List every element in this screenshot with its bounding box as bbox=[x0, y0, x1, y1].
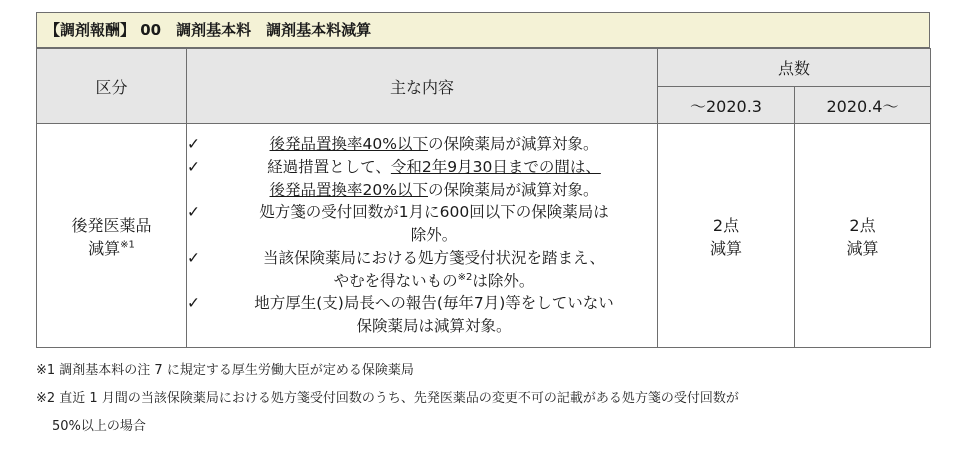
points-after-value: 2点 bbox=[849, 215, 876, 235]
check-icon: ✓ bbox=[187, 294, 200, 313]
points-after-label: 減算 bbox=[846, 238, 879, 258]
section-title: 【調剤報酬】 00 調剤基本料 調剤基本料減算 bbox=[36, 12, 930, 48]
points-before-cell bbox=[658, 124, 795, 348]
header-points: 点数 bbox=[658, 49, 931, 87]
list-item: ✓ 後発品置換率40%以下の保険薬局が減算対象。 bbox=[187, 133, 657, 156]
fee-table bbox=[36, 48, 931, 348]
check-icon: ✓ bbox=[187, 248, 200, 267]
list-item: ✓ 処方箋の受付回数が1月に600回以下の保険薬局は 除外。 bbox=[187, 203, 609, 245]
points-before-label: 減算 bbox=[709, 238, 742, 258]
footnote-2: ※2 直近 1 月間の当該保険薬局における処方箋受付回数のうち、先発医薬品の変更不可の記載がある処方箋の受付回数が bbox=[36, 391, 739, 406]
list-item: ✓ 経過措置として、令和2年9月30日までの間は、 後発品置換率20%以下の保険薬局が減算対象。 bbox=[187, 157, 601, 199]
footnote-1: ※1 調剤基本料の注 7 に規定する厚生労働大臣が定める保険薬局 bbox=[36, 363, 414, 378]
kubun-line2: 減算$^{※1}$ bbox=[88, 238, 135, 258]
footnotes bbox=[36, 357, 936, 441]
list-item: ✓ 当該保険薬局における処方箋受付状況を踏まえ、 やむを得ないもの$^{※2}$は除外。 bbox=[187, 248, 605, 290]
footnote-2-continued: 50%以上の場合 bbox=[52, 419, 146, 434]
check-icon: ✓ bbox=[187, 134, 200, 153]
note-ref-2: ※2 bbox=[457, 271, 473, 283]
points-before-value: 2点 bbox=[712, 215, 740, 235]
list-item: ✓ 地方厚生(支)局長への報告(毎年7月)等をしていない 保険薬局は減算対象。 bbox=[187, 294, 614, 336]
header-kubun: 区分 bbox=[37, 49, 187, 124]
kubun-line1: 後発医薬品 bbox=[71, 215, 152, 235]
header-content: 主な内容 bbox=[187, 49, 658, 124]
header-period-after: 2020.4～ bbox=[795, 87, 931, 124]
points-after-cell bbox=[795, 124, 931, 348]
header-period-before: ～2020.3 bbox=[658, 87, 795, 124]
check-icon: ✓ bbox=[187, 157, 200, 176]
note-ref-1: ※1 bbox=[120, 239, 135, 251]
kubun-cell bbox=[37, 124, 187, 348]
content-cell bbox=[187, 124, 658, 348]
check-icon: ✓ bbox=[187, 203, 200, 222]
